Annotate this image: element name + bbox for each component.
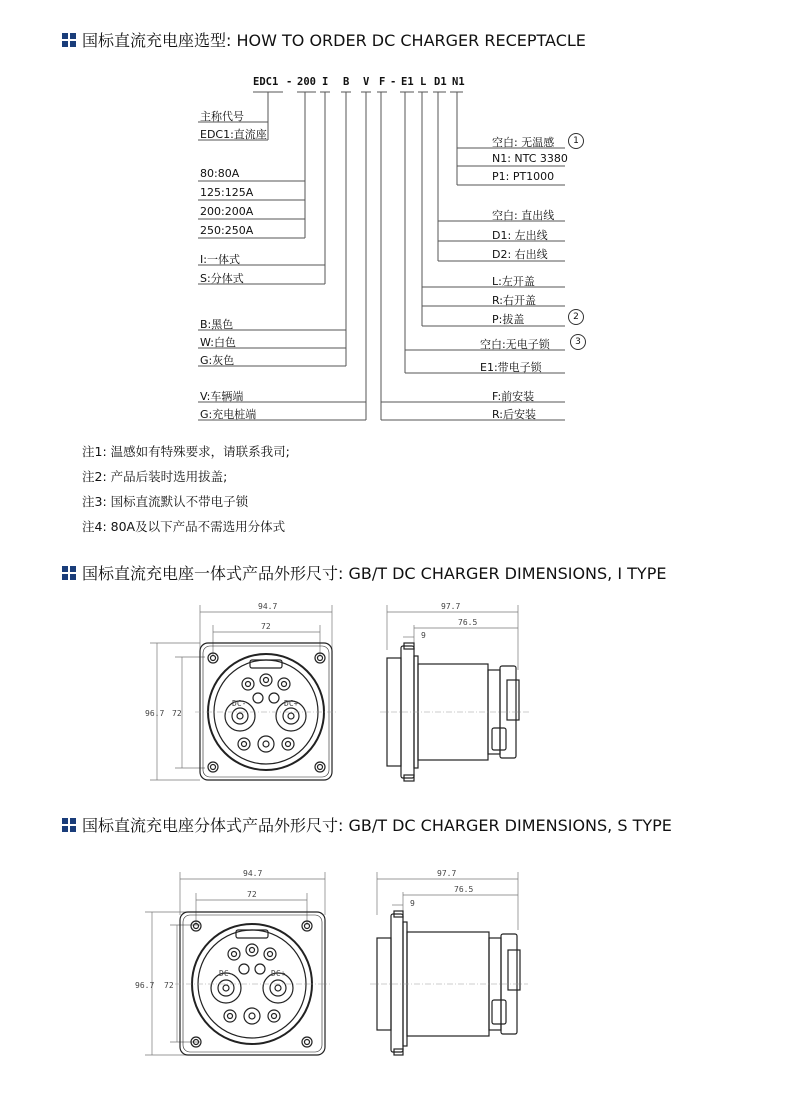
code-d1: D1 [434, 76, 447, 88]
circled-1: 1 [568, 133, 584, 149]
label-main-heading: 主称代号 [200, 110, 244, 123]
label-vehicle: V:车辆端 [200, 390, 244, 403]
label-gray: G:灰色 [200, 354, 235, 367]
code-n1: N1 [452, 76, 465, 88]
dim-i-flange: 9 [421, 631, 426, 640]
label-pull-cover: P:拔盖 [492, 313, 525, 326]
label-right-out: D2: 右出线 [492, 248, 548, 261]
code-v: V [363, 76, 370, 88]
code-l: L [420, 76, 427, 88]
label-right-cover: R:右开盖 [492, 294, 537, 307]
label-pt1000: P1: PT1000 [492, 170, 555, 183]
s-dc-minus-label: DC- [219, 969, 234, 978]
dim-i-depth-body: 76.5 [458, 618, 478, 627]
dim-i-width-outer: 94.7 [258, 602, 278, 611]
note-2: 注2: 产品后装时选用拔盖; [82, 469, 228, 484]
code-b: B [343, 76, 350, 88]
label-e-lock: E1:带电子锁 [480, 361, 542, 374]
note-3: 注3: 国标直流默认不带电子锁 [82, 494, 249, 509]
dim-s-depth-body: 76.5 [454, 885, 474, 894]
code-e1: E1 [401, 76, 414, 88]
label-rear-mount: R:后安装 [492, 408, 537, 421]
label-front-mount: F:前安装 [492, 390, 535, 403]
label-250a: 250:250A [200, 224, 254, 237]
i-dc-minus-label: DC- [232, 699, 247, 708]
code-dash1: - [286, 76, 293, 88]
dim-s-height-inner: 72 [164, 981, 174, 990]
dim-s-width-outer: 94.7 [243, 869, 263, 878]
s-dc-plus-label: DC+ [271, 969, 286, 978]
dim-i-height-outer: 96.7 [145, 709, 165, 718]
note-1: 注1: 温感如有特殊要求，请联系我司; [82, 444, 290, 459]
label-left-out: D1: 左出线 [492, 229, 548, 242]
label-type-i: I:一体式 [200, 253, 240, 266]
label-no-temp: 空白: 无温感 [492, 136, 555, 149]
dim-i-depth-total: 97.7 [441, 602, 461, 611]
code-f: F [379, 76, 386, 88]
dim-s-width-inner: 72 [247, 890, 257, 899]
label-200a: 200:200A [200, 205, 254, 218]
section-title-order: 国标直流充电座选型: HOW TO ORDER DC CHARGER RECEPTACLE [62, 28, 586, 51]
i-dc-plus-label: DC+ [284, 699, 299, 708]
label-white: W:白色 [200, 336, 236, 349]
code-dash2: - [390, 76, 397, 88]
circled-2: 2 [568, 309, 584, 325]
dim-i-width-inner: 72 [261, 622, 271, 631]
label-black: B:黑色 [200, 318, 234, 331]
code-i: I [322, 76, 329, 88]
label-ntc: N1: NTC 3380 [492, 152, 568, 165]
label-80a: 80:80A [200, 167, 240, 180]
label-left-cover: L:左开盖 [492, 275, 535, 288]
label-no-lock: 空白:无电子锁 [480, 338, 550, 351]
code-200: 200 [297, 76, 316, 88]
dim-s-flange: 9 [410, 899, 415, 908]
note-4: 注4: 80A及以下产品不需选用分体式 [82, 519, 286, 534]
section-title-i-type: 国标直流充电座一体式产品外形尺寸: GB/T DC CHARGER DIMENSIONS, I TYPE [62, 561, 666, 584]
dim-i-height-inner: 72 [172, 709, 182, 718]
label-straight: 空白: 直出线 [492, 209, 555, 222]
label-charger: G:充电桩端 [200, 408, 257, 421]
circled-3: 3 [570, 334, 586, 350]
dim-s-height-outer: 96.7 [135, 981, 155, 990]
s-side-view [377, 911, 520, 1055]
label-edc1: EDC1:直流座 [200, 128, 267, 141]
s-front-view [180, 912, 325, 1055]
label-type-s: S:分体式 [200, 272, 244, 285]
section-title-s-type: 国标直流充电座分体式产品外形尺寸: GB/T DC CHARGER DIMENSIONS, S TYPE [62, 813, 672, 836]
label-125a: 125:125A [200, 186, 254, 199]
code-edc1: EDC1 [253, 76, 279, 88]
dim-s-depth-total: 97.7 [437, 869, 457, 878]
